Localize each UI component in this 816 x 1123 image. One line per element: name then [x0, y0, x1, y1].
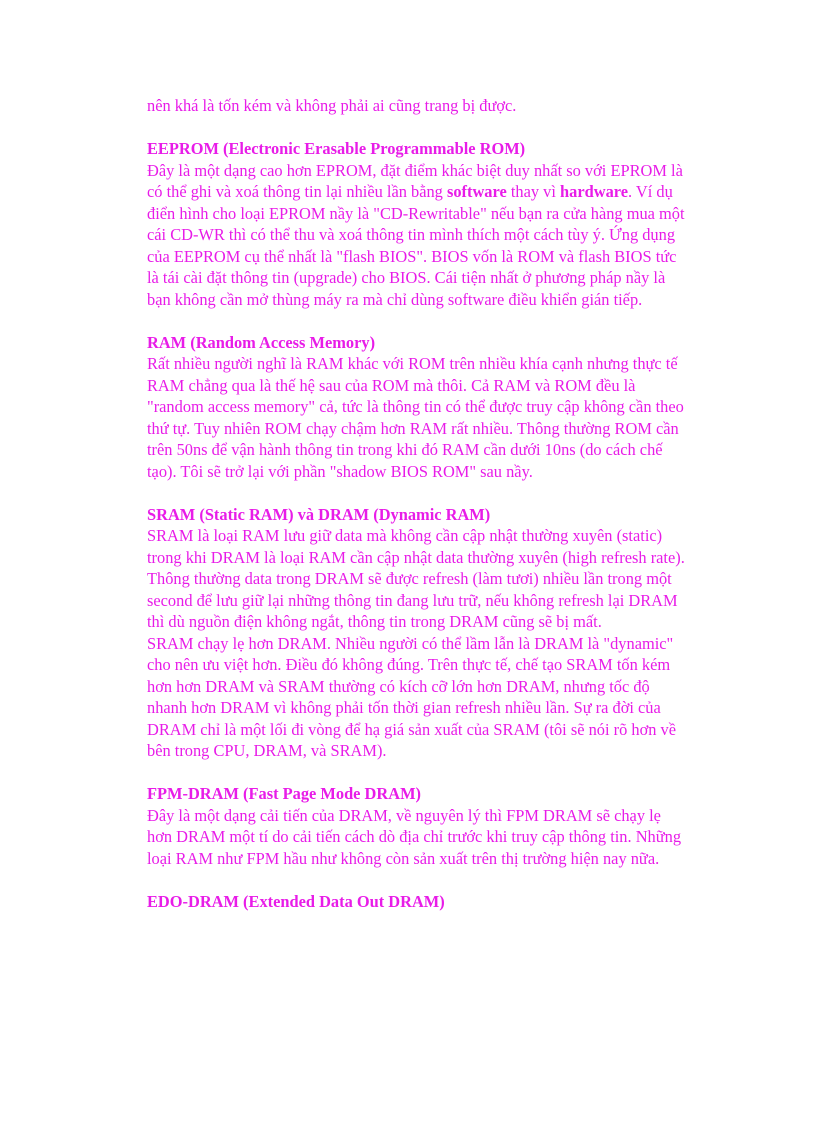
edo-dram-heading: EDO-DRAM (Extended Data Out DRAM) [147, 891, 445, 911]
eeprom-text-part: Đây là một dạng cao hơn EPROM, đặt điểm khác biệt duy nhất so với EPROM là có thể ghi và xoá thông tin lại nhiều lần bằng [147, 160, 683, 201]
intro-paragraph: nên khá là tốn kém và không phải ai cũng trang bị được. [147, 96, 517, 115]
paragraph-gap [147, 762, 687, 784]
paragraph-gap [147, 869, 687, 891]
sram-dram-paragraph-1: SRAM là loại RAM lưu giữ data mà không cần cập nhật thường xuyên (static) trong khi DRAM là loại RAM cần cập nhật data thường xuyên (high refresh rate). Thông thường data trong DRAM sẽ được refresh (làm tươi) nhiều lần trong một second để lưu giữ lại những thông tin đang lưu trữ, nếu không refresh lại DRAM thì dù nguồn điện không ngắt, thông tin trong DRAM cũng sẽ bị mất. [147, 526, 685, 631]
ram-heading: RAM (Random Access Memory) [147, 332, 376, 352]
document-page [147, 95, 687, 912]
sram-dram-paragraph-2: SRAM chạy lẹ hơn DRAM. Nhiều người có thể lầm lẫn là DRAM là "dynamic" cho nên ưu việt hơn. Điều đó không đúng. Trên thực tế, chế tạo SRAM tốn kém hơn hơn DRAM và SRAM thường có kích cỡ lớn hơn DRAM, nhưng tốc độ nhanh hơn DRAM vì không phải tốn thời gian refresh nhiều lần. Sự ra đời của DRAM chỉ là một lối đi vòng để hạ giá sản xuất của SRAM (tôi sẽ nói rõ hơn về bên trong CPU, DRAM, và SRAM). [147, 633, 676, 760]
eeprom-bold-hardware: hardware [560, 182, 629, 201]
paragraph-gap [147, 117, 687, 139]
paragraph-gap [147, 482, 687, 504]
eeprom-bold-software: software [446, 182, 507, 201]
sram-dram-heading: SRAM (Static RAM) và DRAM (Dynamic RAM) [147, 504, 491, 524]
paragraph-gap [147, 310, 687, 332]
eeprom-heading: EEPROM (Electronic Erasable Programmable ROM) [147, 139, 526, 158]
fpm-dram-heading: FPM-DRAM (Fast Page Mode DRAM) [147, 784, 421, 803]
eeprom-text-part: . Ví dụ điển hình cho loại EPROM nầy là "CD-Rewritable" nếu bạn ra cửa hàng mua một cái CD-WR thì có thể thu và xoá thông tin mình thích một cách tùy ý. Ứng dụng của EEPROM cụ thể nhất là "flash BIOS". BIOS vốn là ROM và flash BIOS tức là tái cài đặt thông tin (upgrade) cho BIOS. Cái tiện nhất ở phương pháp nầy là bạn không cần mở thùng máy ra mà chỉ dùng software điều khiển gián tiếp. [147, 182, 685, 309]
ram-paragraph: Rất nhiều người nghĩ là RAM khác với ROM trên nhiều khía cạnh nhưng thực tế RAM chẳng qua là thế hệ sau của ROM mà thôi. Cả RAM và ROM đều là "random access memory" cả, tức là thông tin có thể được truy cập không cần theo thứ tự. Tuy nhiên ROM chạy chậm hơn RAM rất nhiều. Thông thường ROM cần trên 50ns để vận hành thông tin trong khi đó RAM cần dưới 10ns (do cách chế tạo). Tôi sẽ trở lại với phần "shadow BIOS ROM" sau nầy. [147, 354, 684, 481]
eeprom-paragraph [147, 160, 687, 311]
fpm-dram-paragraph: Đây là một dạng cải tiến của DRAM, về nguyên lý thì FPM DRAM sẽ chạy lẹ hơn DRAM một tí do cải tiến cách dò địa chỉ trước khi truy cập thông tin. Những loại RAM như FPM hầu như không còn sản xuất trên thị trường hiện nay nữa. [147, 805, 682, 868]
eeprom-text-part: thay vì [506, 182, 561, 201]
